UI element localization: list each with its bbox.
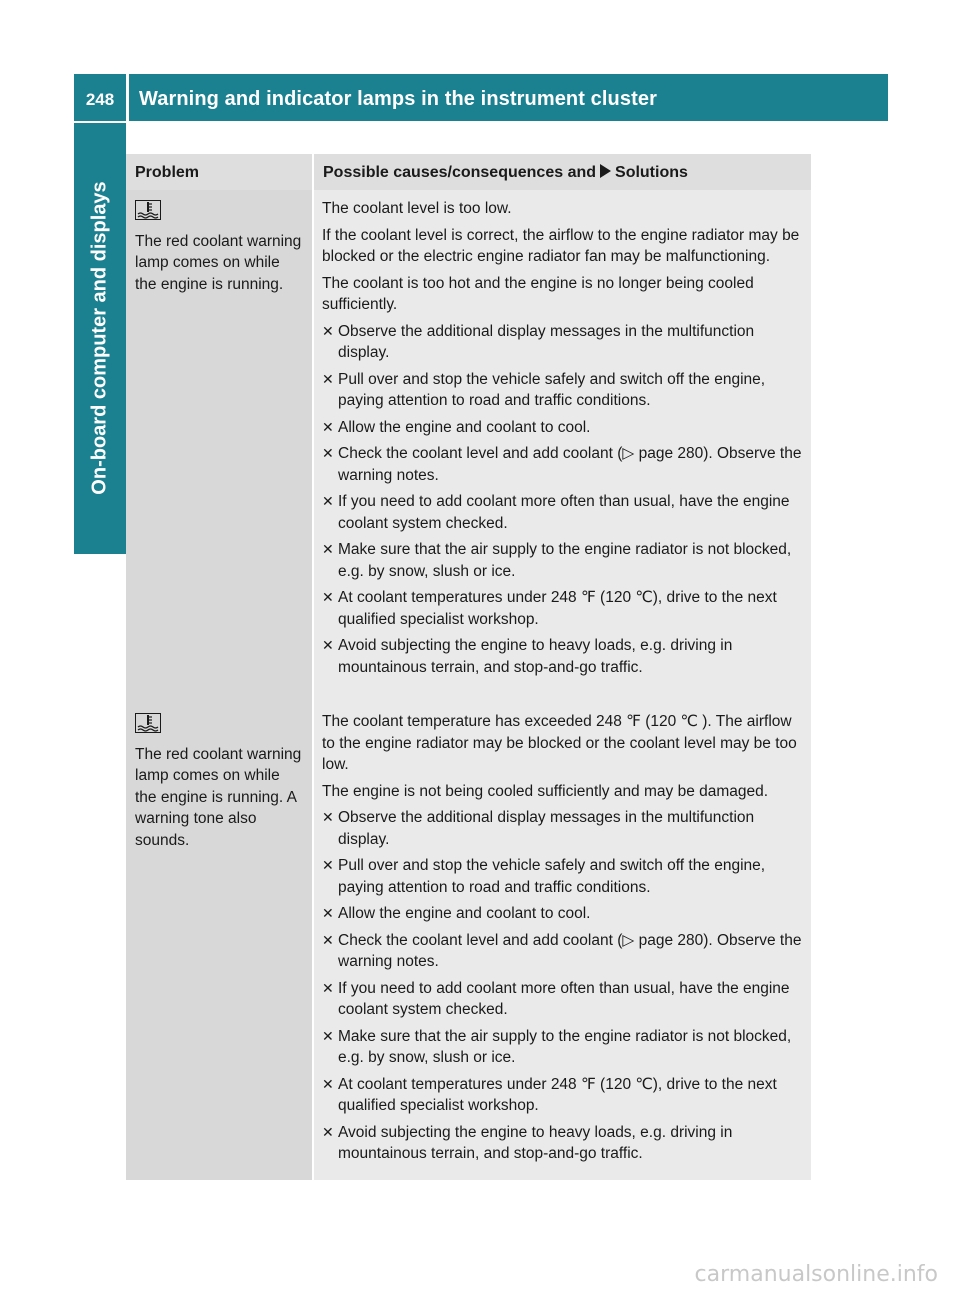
page-number: 248: [74, 74, 126, 121]
arrow-right-icon: [600, 164, 611, 178]
step-cross-icon: ✕: [322, 1075, 334, 1092]
step-cross-icon: ✕: [322, 931, 334, 948]
cause-paragraph: The engine is not being cooled sufficiently and may be damaged.: [322, 782, 769, 800]
coolant-temperature-icon: [135, 713, 161, 733]
solution-step: [322, 978, 805, 1021]
step-text: Observe the additional display messages in the multifunction display.: [338, 809, 755, 848]
step-cross-icon: ✕: [322, 493, 334, 509]
watermark: carmanualsonline.info: [694, 1262, 938, 1287]
table-header-row: [126, 154, 811, 190]
step-cross-icon: ✕: [322, 637, 334, 653]
problem-text: The red coolant warning lamp comes on while the engine is running. A warning tone also sounds.: [135, 745, 302, 849]
solution-step: [322, 443, 805, 486]
step-cross-icon: ✕: [322, 857, 334, 873]
step-cross-icon: ✕: [322, 589, 334, 605]
step-cross-icon: ✕: [322, 1027, 334, 1044]
solution-step: [322, 855, 805, 898]
step-text: Check the coolant level and add coolant (▷ page 280). Observe the warning notes.: [338, 931, 802, 970]
solution-step: [322, 903, 805, 925]
step-text: At coolant temperatures under 248 ℉ (120 ℃), drive to the next qualified specialist workshop.: [338, 1075, 777, 1114]
page-header: [74, 74, 888, 121]
step-cross-icon: ✕: [322, 418, 334, 435]
solution-step: [322, 1122, 805, 1165]
solution-step: [322, 1074, 805, 1117]
solution-step: [322, 930, 805, 973]
solution-cell: [314, 703, 811, 1180]
solution-step: [322, 417, 805, 439]
cause-paragraph: The coolant is too hot and the engine is no longer being cooled sufficiently.: [322, 274, 754, 313]
step-cross-icon: ✕: [322, 370, 334, 387]
step-text: If you need to add coolant more often than usual, have the engine coolant system checked.: [338, 979, 790, 1018]
cause-paragraph: The coolant level is too low.: [322, 200, 512, 217]
warning-lamp-table: [126, 154, 811, 1180]
cause-paragraph: The coolant temperature has exceeded 248 ℉ (120 ℃ ). The airflow to the engine radiator may be blocked or the coolant level may be too low.: [322, 713, 797, 773]
chapter-tab-label: On-board computer and displays: [88, 181, 111, 495]
problem-text: The red coolant warning lamp comes on while the engine is running.: [135, 232, 302, 293]
problem-cell: [126, 703, 314, 1180]
cause-paragraph: If the coolant level is correct, the airflow to the engine radiator may be blocked or the electric engine radiator fan may be malfunctioning.: [322, 226, 800, 265]
step-cross-icon: ✕: [322, 541, 334, 557]
solution-step: [322, 807, 805, 850]
table-row: [126, 703, 811, 1180]
solution-step: [322, 1026, 805, 1069]
solution-step: [322, 321, 805, 364]
column-header-problem: Problem: [126, 154, 314, 190]
table-row: [126, 190, 811, 693]
solution-step: [322, 491, 805, 534]
problem-cell: [126, 190, 314, 693]
coolant-temperature-icon: [135, 200, 161, 220]
column-header-solutions-suffix: Solutions: [615, 164, 688, 181]
step-text: Observe the additional display messages in the multifunction display.: [338, 322, 755, 361]
step-text: Pull over and stop the vehicle safely and switch off the engine, paying attention to road and traffic conditions.: [338, 857, 766, 896]
solution-step: [322, 539, 805, 582]
solution-step: [322, 369, 805, 412]
step-text: Check the coolant level and add coolant (▷ page 280). Observe the warning notes.: [338, 445, 802, 484]
solution-cell: [314, 190, 811, 693]
section-title: Warning and indicator lamps in the instrument cluster: [129, 74, 888, 121]
step-cross-icon: ✕: [322, 979, 334, 996]
solution-step: [322, 587, 805, 630]
step-cross-icon: ✕: [322, 905, 334, 921]
step-text: At coolant temperatures under 248 ℉ (120 ℃), drive to the next qualified specialist workshop.: [338, 589, 777, 628]
column-header-solutions: [314, 154, 811, 190]
step-text: Avoid subjecting the engine to heavy loads, e.g. driving in mountainous terrain, and stop-and-go traffic.: [338, 1123, 733, 1162]
solution-step: [322, 635, 805, 678]
step-cross-icon: ✕: [322, 809, 334, 825]
step-cross-icon: ✕: [322, 445, 334, 461]
step-text: Avoid subjecting the engine to heavy loads, e.g. driving in mountainous terrain, and stop-and-go traffic.: [338, 637, 733, 676]
step-cross-icon: ✕: [322, 322, 334, 339]
step-text: Allow the engine and coolant to cool.: [338, 905, 591, 922]
step-cross-icon: ✕: [322, 1123, 334, 1140]
column-header-solutions-prefix: Possible causes/consequences and: [323, 164, 597, 181]
step-text: Allow the engine and coolant to cool.: [338, 418, 591, 436]
step-text: Make sure that the air supply to the engine radiator is not blocked, e.g. by snow, slush or ice.: [338, 541, 792, 580]
step-text: Make sure that the air supply to the engine radiator is not blocked, e.g. by snow, slush or ice.: [338, 1027, 792, 1066]
step-text: If you need to add coolant more often than usual, have the engine coolant system checked.: [338, 493, 790, 532]
step-text: Pull over and stop the vehicle safely and switch off the engine, paying attention to road and traffic conditions.: [338, 370, 766, 409]
